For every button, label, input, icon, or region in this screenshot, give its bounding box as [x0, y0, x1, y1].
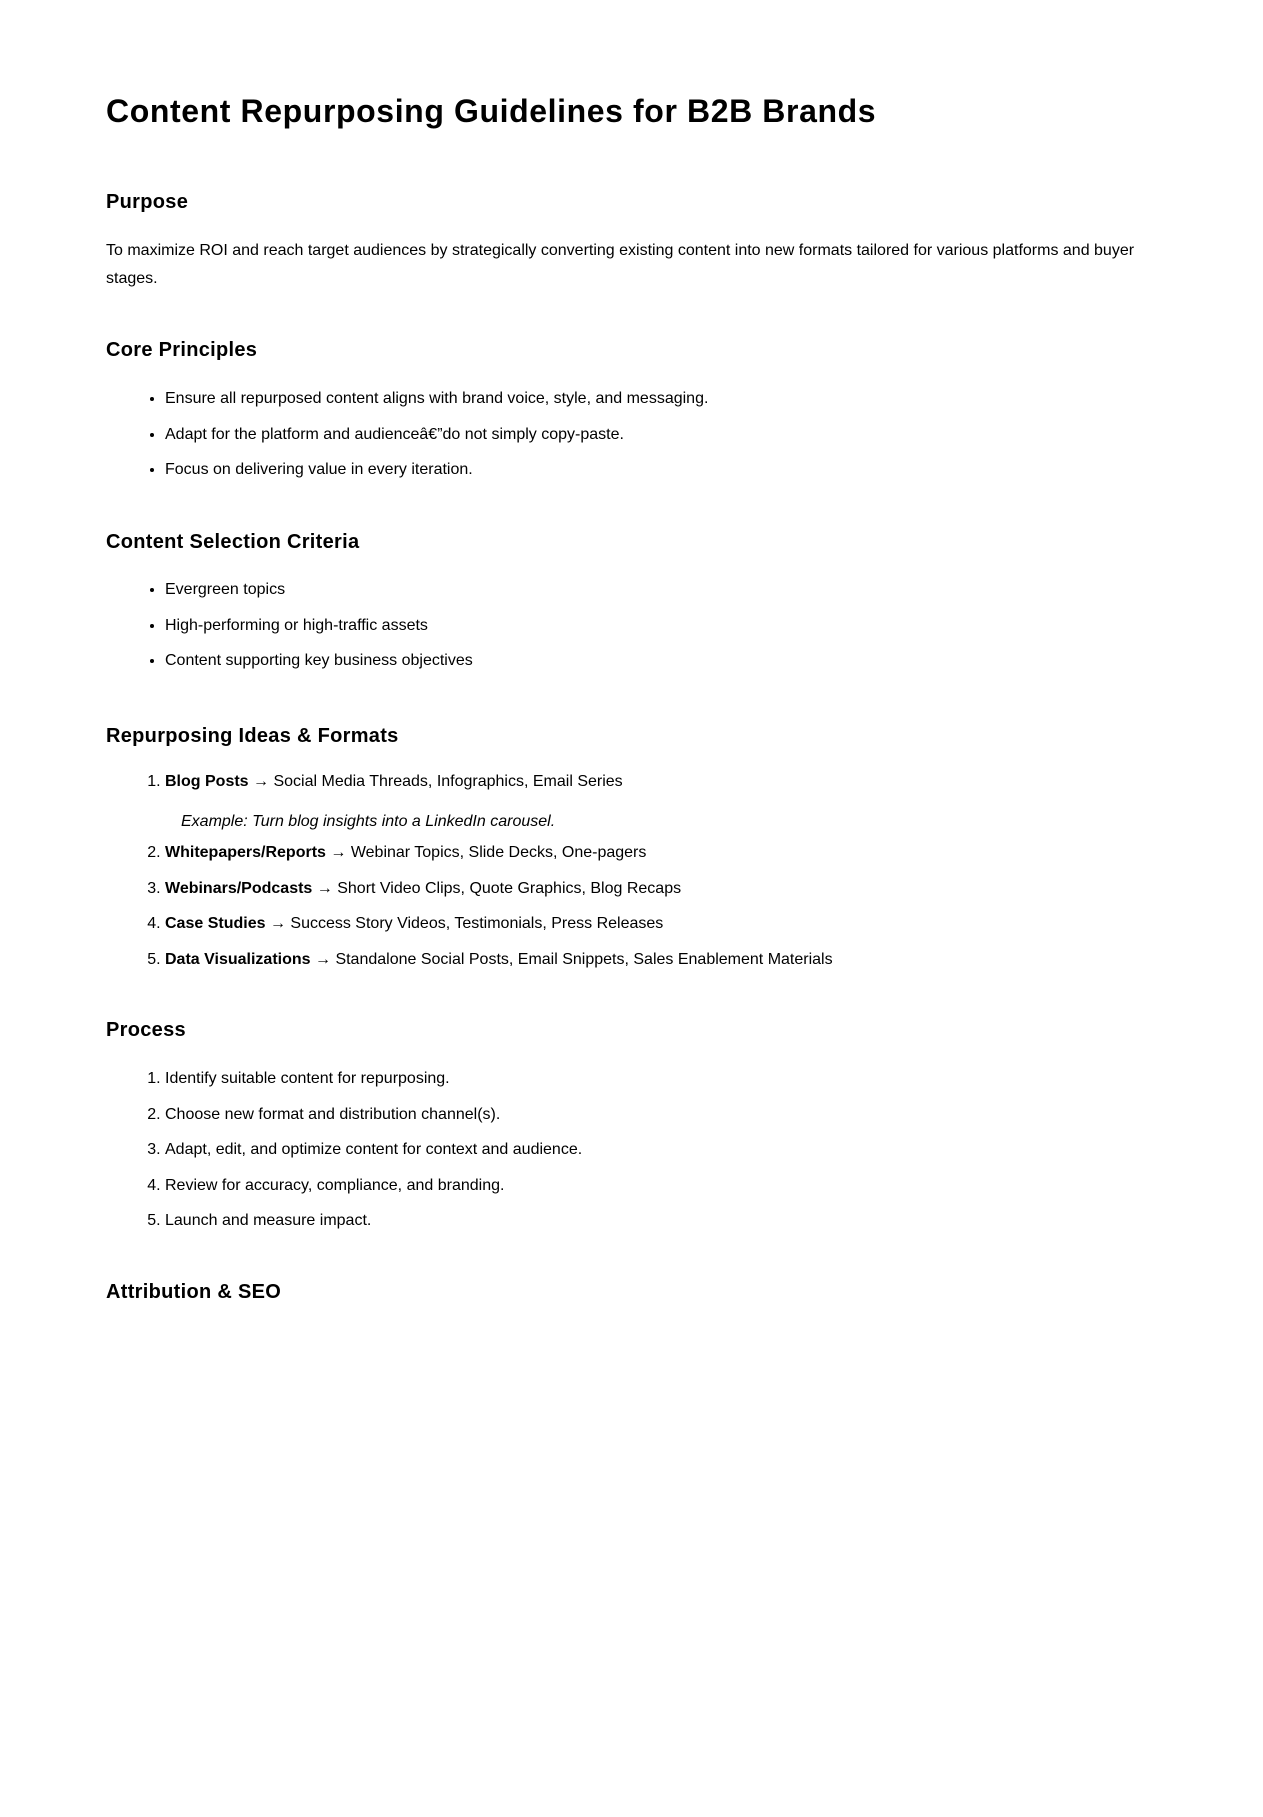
format-targets: Short Video Clips, Quote Graphics, Blog Recaps: [337, 879, 682, 897]
selection-criteria-list: [106, 580, 473, 687]
format-targets: Social Media Threads, Infographics, Email Series: [273, 773, 623, 790]
section-heading-attribution-seo: Attribution & SEO: [106, 1281, 282, 1303]
arrow-icon: →: [330, 844, 347, 861]
list-item: • Content supporting key business objectives: [165, 651, 473, 687]
list-item: [165, 879, 833, 915]
format-targets: Standalone Social Posts, Email Snippets, Sales Enablement Materials: [335, 950, 833, 968]
page-title: Content Repurposing Guidelines for B2B Brands: [106, 93, 877, 129]
format-source: Webinars/Podcasts: [165, 879, 313, 897]
format-targets: Webinar Topics, Slide Decks, One-pagers: [350, 844, 647, 861]
list-item: • Adapt for the platform and audienceâ€”do not simply copy-paste.: [165, 425, 708, 461]
format-source: Data Visualizations: [165, 950, 311, 968]
format-source: Whitepapers/Reports: [165, 844, 326, 861]
list-item: 5. Launch and measure impact.: [165, 1211, 582, 1247]
list-item: • Ensure all repurposed content aligns with brand voice, style, and messaging.: [165, 389, 708, 425]
list-item: 1. Identify suitable content for repurposing.: [165, 1069, 582, 1105]
list-item: 4. Review for accuracy, compliance, and branding.: [165, 1176, 582, 1212]
section-heading-process: Process: [106, 1019, 186, 1041]
list-item: 3. Adapt, edit, and optimize content for context and audience.: [165, 1140, 582, 1176]
process-list: [106, 1069, 582, 1247]
list-item: • High-performing or high-traffic assets: [165, 616, 473, 652]
list-item: [165, 843, 833, 879]
list-item: [165, 914, 833, 950]
arrow-icon: →: [316, 879, 333, 897]
section-heading-ideas-formats: Repurposing Ideas & Formats: [106, 725, 399, 747]
ideas-formats-list: [106, 772, 833, 985]
arrow-icon: →: [314, 950, 331, 968]
section-heading-purpose: Purpose: [106, 191, 189, 213]
format-targets: Success Story Videos, Testimonials, Press Releases: [290, 915, 664, 932]
arrow-icon: →: [269, 915, 286, 932]
list-item: [165, 950, 833, 986]
format-source: Case Studies: [165, 915, 266, 932]
list-item: • Evergreen topics: [165, 580, 473, 616]
core-principles-list: [106, 389, 708, 496]
list-item: • Focus on delivering value in every iteration.: [165, 460, 708, 496]
format-source: Blog Posts: [165, 773, 249, 790]
list-item: [165, 772, 833, 843]
list-item: 2. Choose new format and distribution channel(s).: [165, 1105, 582, 1141]
section-heading-selection-criteria: Content Selection Criteria: [106, 531, 360, 553]
example-note: Example: Turn blog insights into a LinkedIn carousel.: [181, 813, 556, 830]
section-heading-core-principles: Core Principles: [106, 339, 258, 361]
purpose-paragraph: To maximize ROI and reach target audiences by strategically converting existing content into new formats tailored for various platforms and buyer stages.: [106, 242, 1135, 287]
arrow-icon: →: [253, 773, 270, 790]
